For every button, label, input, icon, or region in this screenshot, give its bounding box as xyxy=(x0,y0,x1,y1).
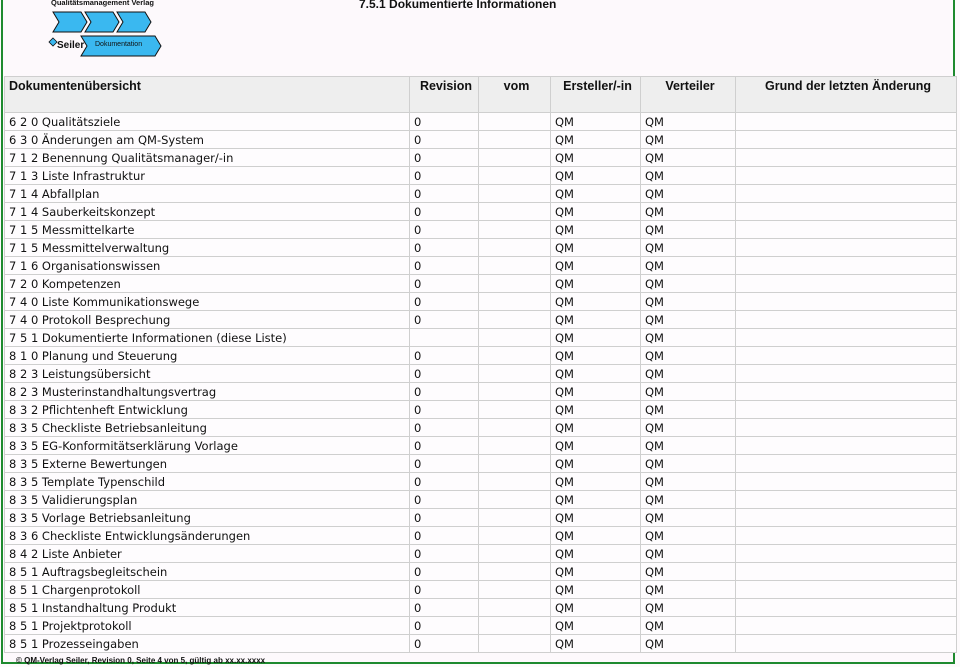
cell-distribution: QM xyxy=(641,149,736,167)
cell-revision: 0 xyxy=(410,185,479,203)
logo-tag: Dokumentation xyxy=(95,41,143,48)
cell-revision: 0 xyxy=(410,311,479,329)
cell-author: QM xyxy=(551,383,641,401)
table-row xyxy=(5,383,957,401)
cell-revision xyxy=(410,329,479,347)
cell-date xyxy=(479,545,551,563)
cell-revision: 0 xyxy=(410,599,479,617)
cell-change-reason xyxy=(736,401,957,419)
cell-author: QM xyxy=(551,455,641,473)
cell-distribution: QM xyxy=(641,293,736,311)
cell-distribution: QM xyxy=(641,239,736,257)
cell-distribution: QM xyxy=(641,221,736,239)
logo-title: Qualitätsmanagement Verlag xyxy=(51,0,154,7)
column-header-distribution: Verteiler xyxy=(641,77,736,113)
cell-change-reason xyxy=(736,455,957,473)
cell-document: 7 4 0 Protokoll Besprechung xyxy=(5,311,410,329)
cell-distribution: QM xyxy=(641,383,736,401)
cell-revision: 0 xyxy=(410,437,479,455)
cell-date xyxy=(479,311,551,329)
table-row xyxy=(5,257,957,275)
cell-revision: 0 xyxy=(410,545,479,563)
cell-document: 8 1 0 Planung und Steuerung xyxy=(5,347,410,365)
cell-author: QM xyxy=(551,113,641,131)
cell-distribution: QM xyxy=(641,329,736,347)
table-row xyxy=(5,581,957,599)
cell-distribution: QM xyxy=(641,581,736,599)
cell-document: 7 1 5 Messmittelkarte xyxy=(5,221,410,239)
cell-author: QM xyxy=(551,437,641,455)
cell-document: 7 1 5 Messmittelverwaltung xyxy=(5,239,410,257)
cell-revision: 0 xyxy=(410,257,479,275)
cell-date xyxy=(479,617,551,635)
cell-document: 7 4 0 Liste Kommunikationswege xyxy=(5,293,410,311)
cell-distribution: QM xyxy=(641,617,736,635)
table-row xyxy=(5,221,957,239)
table-row xyxy=(5,185,957,203)
cell-document: 8 5 1 Prozesseingaben xyxy=(5,635,410,653)
cell-author: QM xyxy=(551,509,641,527)
cell-document: 8 3 5 Template Typenschild xyxy=(5,473,410,491)
table-row xyxy=(5,563,957,581)
cell-distribution: QM xyxy=(641,509,736,527)
cell-change-reason xyxy=(736,293,957,311)
table-row xyxy=(5,509,957,527)
cell-change-reason xyxy=(736,437,957,455)
cell-date xyxy=(479,131,551,149)
cell-revision: 0 xyxy=(410,167,479,185)
cell-change-reason xyxy=(736,221,957,239)
cell-document: 8 5 1 Instandhaltung Produkt xyxy=(5,599,410,617)
cell-revision: 0 xyxy=(410,275,479,293)
cell-distribution: QM xyxy=(641,347,736,365)
document-title: 7.5.1 Dokumentierte Informationen xyxy=(359,0,557,11)
cell-author: QM xyxy=(551,365,641,383)
cell-author: QM xyxy=(551,131,641,149)
cell-revision: 0 xyxy=(410,509,479,527)
cell-document: 8 3 6 Checkliste Entwicklungsänderungen xyxy=(5,527,410,545)
cell-distribution: QM xyxy=(641,185,736,203)
column-header-date: vom xyxy=(479,77,551,113)
column-header-document: Dokumentenübersicht xyxy=(5,77,410,113)
cell-revision: 0 xyxy=(410,563,479,581)
cell-document: 8 2 3 Musterinstandhaltungsvertrag xyxy=(5,383,410,401)
table-row xyxy=(5,617,957,635)
document-table xyxy=(4,76,957,653)
cell-date xyxy=(479,401,551,419)
column-header-author: Ersteller/-in xyxy=(551,77,641,113)
cell-distribution: QM xyxy=(641,167,736,185)
cell-date xyxy=(479,239,551,257)
cell-revision: 0 xyxy=(410,419,479,437)
table-row xyxy=(5,401,957,419)
cell-document: 8 3 2 Pflichtenheft Entwicklung xyxy=(5,401,410,419)
cell-revision: 0 xyxy=(410,203,479,221)
cell-date xyxy=(479,581,551,599)
cell-document: 6 3 0 Änderungen am QM-System xyxy=(5,131,410,149)
cell-distribution: QM xyxy=(641,563,736,581)
cell-change-reason xyxy=(736,311,957,329)
cell-document: 7 1 2 Benennung Qualitätsmanager/-in xyxy=(5,149,410,167)
cell-date xyxy=(479,563,551,581)
cell-distribution: QM xyxy=(641,275,736,293)
cell-change-reason xyxy=(736,131,957,149)
cell-author: QM xyxy=(551,275,641,293)
cell-change-reason xyxy=(736,257,957,275)
cell-document: 7 1 4 Sauberkeitskonzept xyxy=(5,203,410,221)
cell-author: QM xyxy=(551,329,641,347)
cell-date xyxy=(479,455,551,473)
cell-distribution: QM xyxy=(641,113,736,131)
cell-date xyxy=(479,527,551,545)
cell-date xyxy=(479,383,551,401)
cell-author: QM xyxy=(551,185,641,203)
cell-author: QM xyxy=(551,491,641,509)
cell-distribution: QM xyxy=(641,599,736,617)
cell-document: 8 5 1 Projektprotokoll xyxy=(5,617,410,635)
cell-date xyxy=(479,635,551,653)
cell-change-reason xyxy=(736,509,957,527)
cell-author: QM xyxy=(551,527,641,545)
cell-author: QM xyxy=(551,419,641,437)
table-row xyxy=(5,599,957,617)
cell-date xyxy=(479,167,551,185)
cell-change-reason xyxy=(736,491,957,509)
cell-document: 7 2 0 Kompetenzen xyxy=(5,275,410,293)
table-row xyxy=(5,113,957,131)
cell-distribution: QM xyxy=(641,455,736,473)
cell-distribution: QM xyxy=(641,401,736,419)
cell-revision: 0 xyxy=(410,455,479,473)
cell-revision: 0 xyxy=(410,617,479,635)
cell-author: QM xyxy=(551,203,641,221)
cell-author: QM xyxy=(551,545,641,563)
cell-distribution: QM xyxy=(641,545,736,563)
cell-distribution: QM xyxy=(641,635,736,653)
cell-author: QM xyxy=(551,581,641,599)
cell-change-reason xyxy=(736,239,957,257)
table-row xyxy=(5,293,957,311)
cell-change-reason xyxy=(736,563,957,581)
cell-document: 7 1 3 Liste Infrastruktur xyxy=(5,167,410,185)
cell-change-reason xyxy=(736,617,957,635)
cell-date xyxy=(479,599,551,617)
cell-date xyxy=(479,113,551,131)
logo-brand: Seiler xyxy=(57,40,85,51)
cell-change-reason xyxy=(736,581,957,599)
cell-change-reason xyxy=(736,167,957,185)
table-body xyxy=(5,113,957,653)
cell-date xyxy=(479,203,551,221)
cell-document: 8 3 5 EG-Konformitätserklärung Vorlage xyxy=(5,437,410,455)
cell-revision: 0 xyxy=(410,527,479,545)
cell-revision: 0 xyxy=(410,401,479,419)
cell-revision: 0 xyxy=(410,149,479,167)
table-row xyxy=(5,635,957,653)
cell-author: QM xyxy=(551,401,641,419)
logo xyxy=(47,0,167,58)
cell-date xyxy=(479,221,551,239)
table-row xyxy=(5,275,957,293)
cell-distribution: QM xyxy=(641,419,736,437)
cell-date xyxy=(479,509,551,527)
table-row xyxy=(5,149,957,167)
cell-change-reason xyxy=(736,149,957,167)
cell-distribution: QM xyxy=(641,473,736,491)
table-row xyxy=(5,131,957,149)
cell-date xyxy=(479,257,551,275)
cell-document: 8 4 2 Liste Anbieter xyxy=(5,545,410,563)
cell-revision: 0 xyxy=(410,473,479,491)
cell-change-reason xyxy=(736,275,957,293)
cell-change-reason xyxy=(736,329,957,347)
cell-author: QM xyxy=(551,257,641,275)
cell-change-reason xyxy=(736,419,957,437)
table-row xyxy=(5,527,957,545)
cell-revision: 0 xyxy=(410,293,479,311)
cell-document: 8 2 3 Leistungsübersicht xyxy=(5,365,410,383)
cell-revision: 0 xyxy=(410,383,479,401)
cell-author: QM xyxy=(551,311,641,329)
cell-date xyxy=(479,491,551,509)
table-row xyxy=(5,491,957,509)
cell-date xyxy=(479,293,551,311)
cell-change-reason xyxy=(736,365,957,383)
table-row xyxy=(5,365,957,383)
cell-author: QM xyxy=(551,617,641,635)
cell-change-reason xyxy=(736,599,957,617)
cell-document: 8 5 1 Auftragsbegleitschein xyxy=(5,563,410,581)
cell-change-reason xyxy=(736,545,957,563)
cell-date xyxy=(479,365,551,383)
cell-document: 8 3 5 Validierungsplan xyxy=(5,491,410,509)
table-row xyxy=(5,311,957,329)
cell-change-reason xyxy=(736,113,957,131)
table-row xyxy=(5,347,957,365)
cell-revision: 0 xyxy=(410,635,479,653)
cell-document: 7 1 4 Abfallplan xyxy=(5,185,410,203)
cell-distribution: QM xyxy=(641,257,736,275)
cell-document: 7 1 6 Organisationswissen xyxy=(5,257,410,275)
column-header-change-reason: Grund der letzten Änderung xyxy=(736,77,957,113)
cell-date xyxy=(479,419,551,437)
cell-author: QM xyxy=(551,293,641,311)
cell-revision: 0 xyxy=(410,365,479,383)
cell-date xyxy=(479,275,551,293)
cell-revision: 0 xyxy=(410,221,479,239)
table-row xyxy=(5,329,957,347)
cell-distribution: QM xyxy=(641,491,736,509)
cell-revision: 0 xyxy=(410,239,479,257)
cell-author: QM xyxy=(551,347,641,365)
cell-change-reason xyxy=(736,185,957,203)
table-row xyxy=(5,239,957,257)
cell-distribution: QM xyxy=(641,203,736,221)
cell-author: QM xyxy=(551,563,641,581)
column-header-revision: Revision xyxy=(410,77,479,113)
cell-revision: 0 xyxy=(410,581,479,599)
cell-revision: 0 xyxy=(410,491,479,509)
table-header-row xyxy=(5,77,957,113)
cell-author: QM xyxy=(551,221,641,239)
cell-date xyxy=(479,437,551,455)
cell-document: 8 3 5 Vorlage Betriebsanleitung xyxy=(5,509,410,527)
table-row xyxy=(5,455,957,473)
cell-author: QM xyxy=(551,635,641,653)
cell-document: 6 2 0 Qualitätsziele xyxy=(5,113,410,131)
cell-author: QM xyxy=(551,167,641,185)
page-footer: © QM-Verlag Seiler, Revision 0, Seite 4 von 5, gültig ab xx.xx.xxxx xyxy=(16,656,266,665)
table-row xyxy=(5,473,957,491)
table-row xyxy=(5,419,957,437)
cell-change-reason xyxy=(736,347,957,365)
cell-distribution: QM xyxy=(641,527,736,545)
cell-change-reason xyxy=(736,473,957,491)
cell-author: QM xyxy=(551,149,641,167)
cell-author: QM xyxy=(551,599,641,617)
cell-date xyxy=(479,347,551,365)
cell-distribution: QM xyxy=(641,437,736,455)
cell-change-reason xyxy=(736,203,957,221)
cell-distribution: QM xyxy=(641,365,736,383)
table-row xyxy=(5,437,957,455)
cell-date xyxy=(479,149,551,167)
table-row xyxy=(5,203,957,221)
cell-revision: 0 xyxy=(410,131,479,149)
cell-document: 7 5 1 Dokumentierte Informationen (diese Liste) xyxy=(5,329,410,347)
cell-author: QM xyxy=(551,473,641,491)
cell-change-reason xyxy=(736,527,957,545)
cell-revision: 0 xyxy=(410,347,479,365)
table-row xyxy=(5,167,957,185)
cell-date xyxy=(479,473,551,491)
cell-revision: 0 xyxy=(410,113,479,131)
cell-distribution: QM xyxy=(641,131,736,149)
cell-change-reason xyxy=(736,383,957,401)
cell-change-reason xyxy=(736,635,957,653)
cell-author: QM xyxy=(551,239,641,257)
cell-document: 8 3 5 Checkliste Betriebsanleitung xyxy=(5,419,410,437)
cell-distribution: QM xyxy=(641,311,736,329)
cell-document: 8 5 1 Chargenprotokoll xyxy=(5,581,410,599)
cell-date xyxy=(479,329,551,347)
table-row xyxy=(5,545,957,563)
cell-document: 8 3 5 Externe Bewertungen xyxy=(5,455,410,473)
cell-date xyxy=(479,185,551,203)
